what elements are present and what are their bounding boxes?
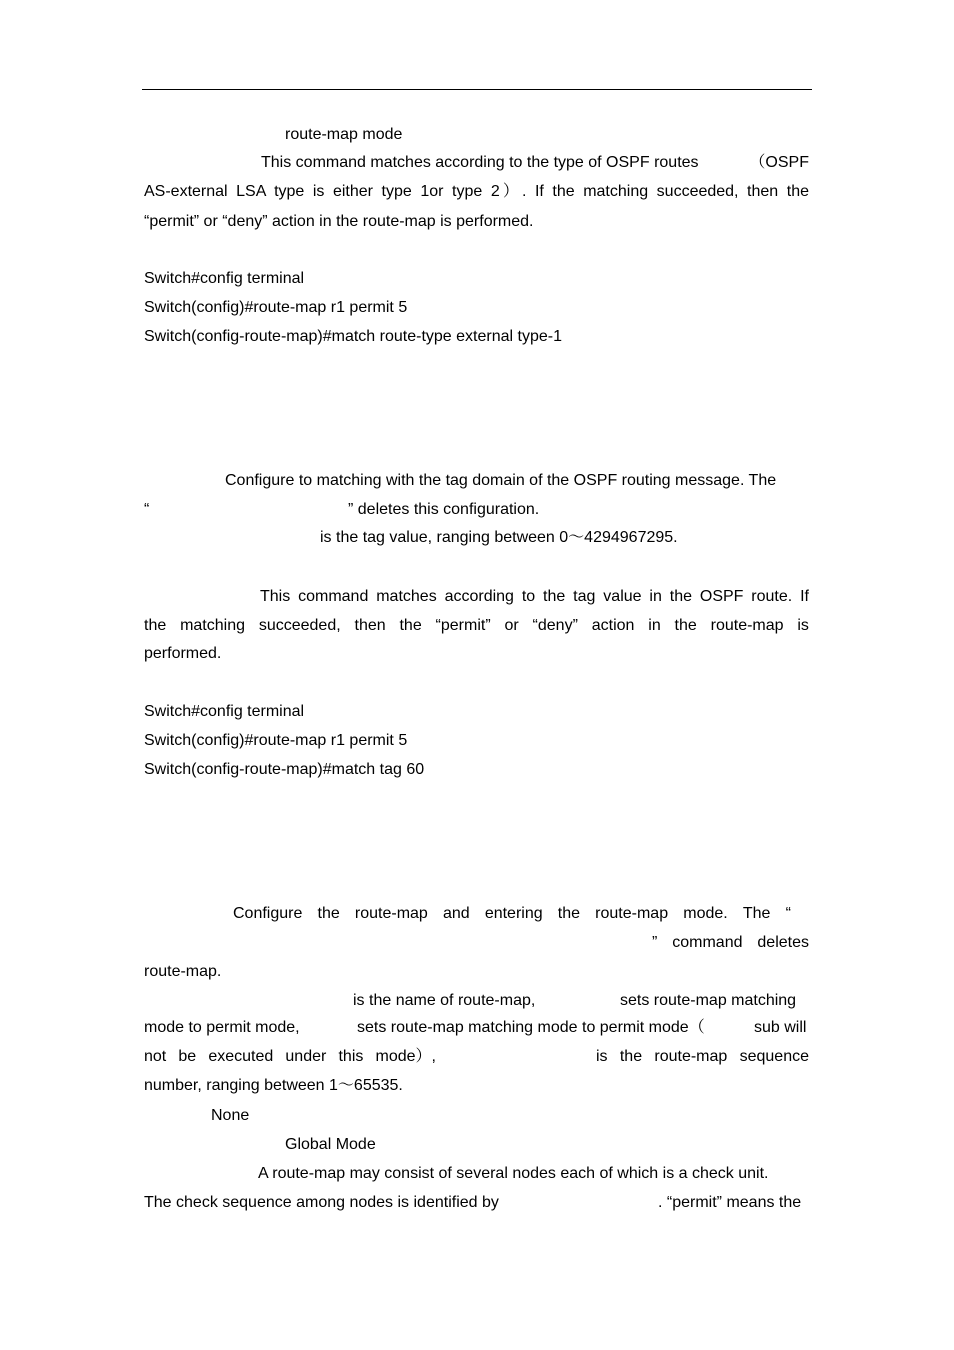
example-line: Switch#config terminal: [144, 270, 305, 287]
parameter-text: sets route-map matching: [620, 992, 797, 1009]
function-word: the: [557, 905, 581, 922]
usage-line: [144, 616, 809, 636]
example-line: Switch(config-route-map)#match tag 60: [144, 761, 425, 778]
usage-word: action: [591, 617, 635, 634]
usage-text: This command matches according to the type of OSPF routes: [261, 154, 699, 171]
function-word: Configure: [233, 905, 303, 922]
usage-word: the: [144, 617, 167, 634]
example-line: Switch(config)#route-map r1 permit 5: [144, 299, 408, 316]
example-line: Switch(config)#route-map r1 permit 5: [144, 732, 408, 749]
usage-text: The check sequence among nodes is identified by: [144, 1194, 499, 1211]
parameter-word: not: [144, 1048, 167, 1065]
function-word: mode.: [683, 905, 728, 922]
usage-word: route-map: [710, 617, 784, 634]
function-line: route-map.: [144, 963, 222, 980]
usage-line: performed.: [144, 645, 222, 662]
function-quote-open: “: [144, 501, 150, 518]
usage-word: “deny”: [532, 617, 578, 634]
usage-line: This command matches according to the tag value in the OSPF route. If: [260, 588, 809, 605]
example-line: Switch#config terminal: [144, 703, 305, 720]
function-word: route-map: [354, 905, 428, 922]
function-word: command: [672, 934, 743, 951]
command-mode: route-map mode: [285, 126, 403, 143]
parameter-line: number, ranging between 1～65535.: [144, 1077, 403, 1094]
function-word: deletes: [757, 934, 809, 951]
parameter-line: is the tag value, ranging between 0～4294967295.: [320, 529, 678, 546]
header-rule: [142, 89, 812, 90]
usage-word: the: [674, 617, 697, 634]
function-line: ” deletes this configuration.: [348, 501, 540, 518]
usage-line: “permit” or “deny” action in the route-map is performed.: [144, 213, 534, 230]
parameter-line: [144, 1047, 436, 1067]
function-line: [652, 933, 809, 953]
usage-word: “permit”: [435, 617, 491, 634]
function-word: The: [742, 905, 771, 922]
usage-text: . “permit” means the: [658, 1194, 802, 1211]
usage-line: A route-map may consist of several nodes each of which is a check unit.: [258, 1165, 769, 1182]
parameter-word: executed: [208, 1048, 274, 1065]
parameter-word: this: [338, 1048, 364, 1065]
command-mode: Global Mode: [285, 1136, 376, 1153]
usage-word: succeeded,: [258, 617, 341, 634]
parameter-text: mode to permit mode,: [144, 1019, 300, 1036]
example-line: Switch(config-route-map)#match route-type external type-1: [144, 328, 562, 345]
parameter-text: is the name of route-map,: [353, 992, 536, 1009]
usage-word: or: [504, 617, 519, 634]
function-word: route-map: [595, 905, 669, 922]
usage-text: （OSPF: [749, 154, 809, 171]
usage-line: AS-external LSA type is either type 1or type 2）. If the matching succeeded, then the: [144, 183, 809, 200]
parameter-text: sub will: [754, 1019, 807, 1036]
function-word: the: [317, 905, 340, 922]
default-value: None: [211, 1107, 250, 1124]
parameter-text: is the route-map sequence: [596, 1048, 809, 1065]
function-word: and: [442, 905, 470, 922]
usage-word: the: [399, 617, 422, 634]
usage-word: matching: [180, 617, 245, 634]
function-line: [233, 904, 791, 924]
function-word: ”: [652, 934, 658, 951]
function-line: Configure to matching with the tag domain of the OSPF routing message. The: [225, 472, 777, 489]
usage-word: in: [648, 617, 661, 634]
parameter-word: mode）,: [375, 1048, 436, 1065]
function-word: entering: [484, 905, 543, 922]
parameter-word: under: [285, 1048, 327, 1065]
usage-word: is: [797, 617, 809, 634]
function-word: “: [785, 905, 791, 922]
usage-word: then: [354, 617, 386, 634]
parameter-text: sets route-map matching mode to permit mode（: [357, 1019, 705, 1036]
usage-line: [261, 153, 809, 173]
parameter-word: be: [178, 1048, 197, 1065]
